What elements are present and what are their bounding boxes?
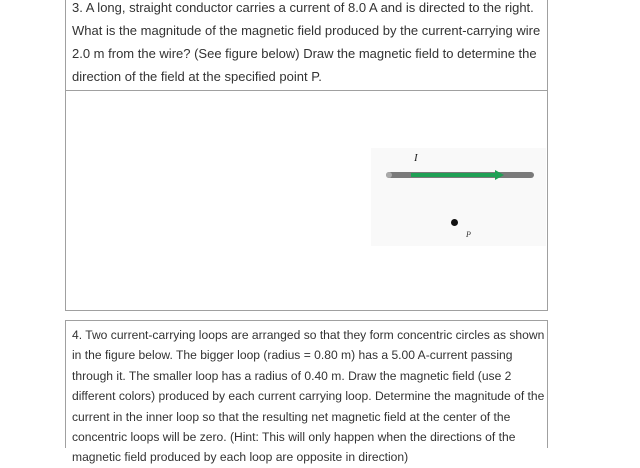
wire-end [386, 172, 392, 178]
wire-figure [371, 148, 546, 246]
point-label: P [466, 230, 471, 239]
question-3-figure-cell [65, 90, 548, 311]
question-4-text: 4. Two current-carrying loops are arranged so that they form concentric circles as shown in the figure below. The bigger loop (radius = 0.80 m) has a 5.00 A-current passing through it. The smaller loop has a radius of 0.40 m. Draw the magnetic field (use 2 different colors) produced by each current carrying loop. Determine the magnitude of the current in the inner loop so that the resulting net magnetic field at the center of the concentric loops will be zero. (Hint: This will only happen when the directions of the magnetic field produced by each loop are opposite in direction) [72, 328, 545, 465]
question-4-cell [65, 320, 548, 465]
current-arrow [411, 173, 496, 177]
question-3-cell [65, 0, 548, 91]
question-3-text: 3. A long, straight conductor carries a current of 8.0 A and is directed to the right. What is the magnitude of the magnetic field produced by the current-carrying wire 2.0 m from the wire? (See figure below) Draw the magnetic field to determine the direction of the field at the specified point P. [72, 0, 541, 84]
arrowhead-icon [495, 170, 504, 180]
point-p-dot [451, 219, 458, 226]
current-label: I [414, 152, 418, 164]
